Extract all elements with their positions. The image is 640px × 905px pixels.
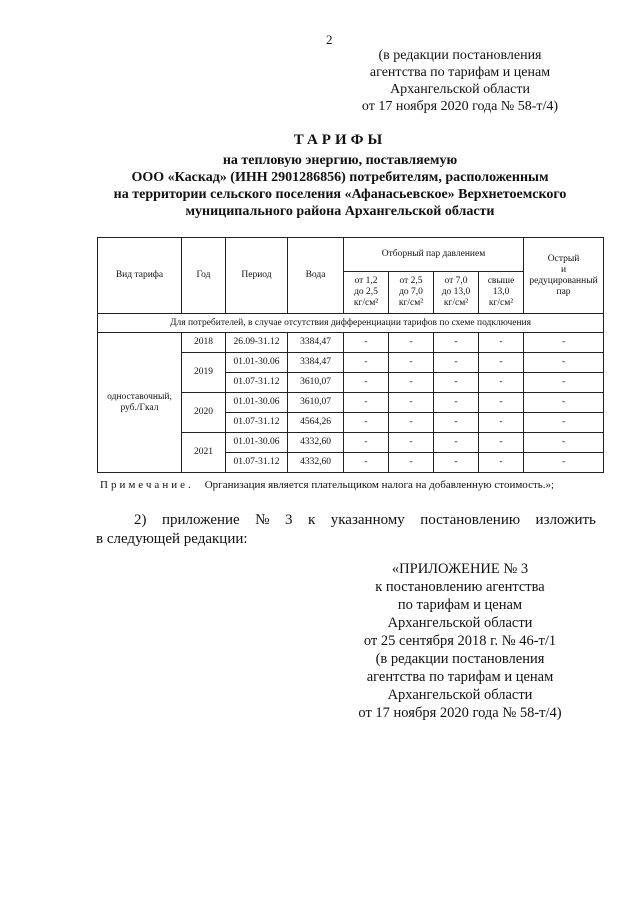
water-cell: 4564,26 [288, 413, 344, 433]
header-text: от 1,2 [354, 276, 378, 286]
steam-cell: - [479, 373, 524, 393]
steam-cell: - [344, 353, 389, 373]
amendment-paragraph [96, 511, 596, 549]
steam-cell: - [434, 453, 479, 473]
steam-cell: - [479, 353, 524, 373]
header-text: 13,0 [492, 287, 510, 297]
title-line: муниципального района Архангельской области [185, 204, 495, 219]
paragraph-word: указанному [330, 512, 405, 528]
tariff-label-line: одноставочный, [107, 391, 172, 402]
document-title: ТАРИФЫ [293, 132, 387, 148]
water-cell: 3384,47 [288, 353, 344, 373]
header-text: кг/см² [353, 298, 379, 308]
header-text: пар [556, 286, 571, 297]
appendix-line: к постановлению агентства [375, 579, 545, 595]
note-label: Примечание. [100, 479, 194, 491]
tariff-table [97, 237, 604, 473]
appendix-line: «ПРИЛОЖЕНИЕ № 3 [391, 561, 529, 577]
steam-cell: - [479, 413, 524, 433]
paragraph-word: к [307, 512, 316, 528]
steam-cell: - [344, 453, 389, 473]
water-cell: 4332,60 [288, 433, 344, 453]
steam-cell: - [389, 453, 434, 473]
paragraph-word: 2) [134, 512, 147, 528]
sharp-steam-cell: - [524, 333, 604, 353]
water-cell: 3610,07 [288, 393, 344, 413]
year-cell: 2021 [182, 433, 226, 473]
appendix-line: от 17 ноября 2020 года № 58-т/4) [358, 705, 562, 721]
year-cell: 2019 [182, 353, 226, 393]
paragraph-word: изложить [535, 512, 596, 528]
tariff-label-line: руб./Гкал [120, 402, 159, 413]
appendix-header-block [340, 560, 580, 722]
edition-line: агентства по тарифам и ценам [369, 65, 551, 80]
steam-cell: - [344, 393, 389, 413]
header-text: кг/см² [398, 298, 424, 308]
header-sharp-steam [524, 238, 604, 314]
paragraph-word: 3 [284, 512, 293, 528]
header-text: до 2,5 [354, 287, 378, 297]
header-text: от 7,0 [444, 276, 468, 286]
water-cell: 3610,07 [288, 373, 344, 393]
appendix-line: от 25 сентября 2018 г. № 46-т/1 [363, 633, 557, 649]
period-cell: 01.01-30.06 [226, 433, 288, 453]
steam-cell: - [434, 433, 479, 453]
appendix-line: агентства по тарифам и ценам [366, 669, 554, 685]
sharp-steam-cell: - [524, 413, 604, 433]
steam-cell: - [479, 333, 524, 353]
edition-note-block [340, 47, 580, 115]
paragraph-word: № [255, 512, 270, 528]
header-period: Период [226, 238, 288, 314]
steam-cell: - [434, 413, 479, 433]
steam-cell: - [389, 353, 434, 373]
appendix-line: Архангельской области [387, 615, 533, 631]
paragraph-line-1 [96, 511, 596, 530]
period-cell: 01.07-31.12 [226, 373, 288, 393]
header-text: Острый [547, 253, 580, 264]
title-line: ООО «Каскад» (ИНН 2901286856) потребителям, расположенным [131, 170, 549, 185]
sharp-steam-cell: - [524, 393, 604, 413]
table-subheader: Для потребителей, в случае отсутствия дифференциации тарифов по схеме подключения [98, 314, 604, 333]
steam-cell: - [434, 333, 479, 353]
period-cell: 01.07-31.12 [226, 413, 288, 433]
title-line: на территории сельского поселения «Афанасьевское» Верхнетоемского [113, 187, 567, 202]
steam-cell: - [344, 413, 389, 433]
header-text: до 13,0 [441, 287, 471, 297]
steam-cell: - [479, 433, 524, 453]
period-cell: 01.07-31.12 [226, 453, 288, 473]
sharp-steam-cell: - [524, 353, 604, 373]
appendix-line: Архангельской области [387, 687, 533, 703]
steam-cell: - [434, 393, 479, 413]
header-text: редуцированный [529, 275, 598, 286]
steam-cell: - [389, 413, 434, 433]
header-text: кг/см² [488, 298, 514, 308]
header-year: Год [182, 238, 226, 314]
steam-cell: - [389, 433, 434, 453]
header-text: кг/см² [443, 298, 469, 308]
appendix-line: по тарифам и ценам [397, 597, 523, 613]
year-cell: 2018 [182, 333, 226, 353]
sharp-steam-cell: - [524, 373, 604, 393]
edition-line: (в редакции постановления [378, 48, 542, 63]
header-steam-col [389, 272, 434, 314]
paragraph-word: приложение [161, 512, 240, 528]
table-note [100, 479, 554, 491]
header-steam-group: Отборный пар давлением [344, 238, 524, 272]
title-subtitle [80, 152, 600, 220]
header-tariff-type: Вид тарифа [98, 238, 182, 314]
steam-cell: - [344, 433, 389, 453]
note-text: Организация является плательщиком налога на добавленную стоимость.»; [204, 479, 555, 491]
header-text: до 7,0 [399, 287, 423, 297]
header-text: от 2,5 [399, 276, 423, 286]
steam-cell: - [389, 393, 434, 413]
sharp-steam-cell: - [524, 453, 604, 473]
paragraph-word: постановлению [420, 512, 521, 528]
header-text: и [560, 264, 567, 275]
header-steam-col [434, 272, 479, 314]
water-cell: 3384,47 [288, 333, 344, 353]
steam-cell: - [434, 373, 479, 393]
steam-cell: - [434, 353, 479, 373]
title-line: на тепловую энергию, поставляемую [222, 153, 458, 168]
paragraph-line-2: в следующей редакции: [96, 531, 248, 547]
tariff-type-label [98, 333, 182, 473]
header-steam-col [344, 272, 389, 314]
period-cell: 01.01-30.06 [226, 393, 288, 413]
water-cell: 4332,60 [288, 453, 344, 473]
year-cell: 2020 [182, 393, 226, 433]
sharp-steam-cell: - [524, 433, 604, 453]
appendix-line: (в редакции постановления [375, 651, 545, 667]
steam-cell: - [479, 453, 524, 473]
edition-line: Архангельской области [390, 82, 530, 97]
steam-cell: - [479, 393, 524, 413]
steam-cell: - [389, 373, 434, 393]
steam-cell: - [389, 333, 434, 353]
period-cell: 01.01-30.06 [226, 353, 288, 373]
edition-line: от 17 ноября 2020 года № 58-т/4) [361, 99, 559, 114]
header-steam-col [479, 272, 524, 314]
header-water: Вода [288, 238, 344, 314]
header-text: свыше [487, 276, 515, 286]
page-number: 2 [326, 32, 333, 47]
steam-cell: - [344, 333, 389, 353]
steam-cell: - [344, 373, 389, 393]
period-cell: 26.09-31.12 [226, 333, 288, 353]
